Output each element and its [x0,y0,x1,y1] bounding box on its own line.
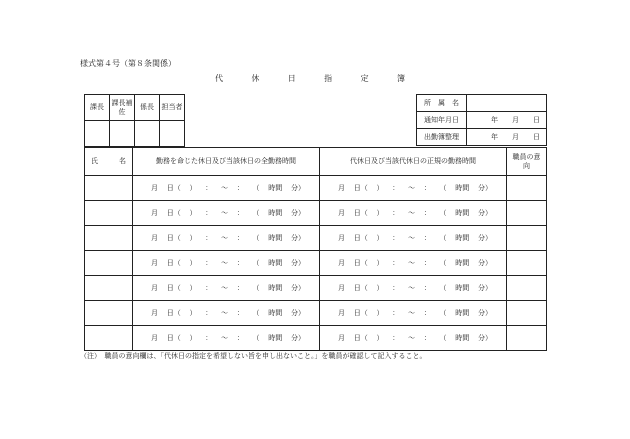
time-field-label: 分） [478,308,492,317]
intent-cell[interactable] [507,176,547,201]
info-table [416,94,547,146]
title-char: 定 [360,74,369,83]
employee-name-cell[interactable] [85,176,133,201]
time-field-label: （ [439,333,447,342]
substitute-time-cell[interactable] [320,276,507,301]
time-field-label: 分） [291,283,305,292]
employee-name-cell[interactable] [85,226,133,251]
time-field-label: 月 [338,308,345,317]
time-field-label: ） [189,233,197,242]
time-field-label: 時間 [455,308,470,317]
time-field-label: ～ [221,208,228,217]
time-field-label: 日（ [166,233,181,242]
time-field-label: 日（ [353,208,368,217]
time-field-label: 時間 [268,308,283,317]
time-field-label: ： [236,208,244,217]
time-field-label: 日（ [166,283,181,292]
substitute-time-cell[interactable] [320,251,507,276]
time-field-label: （ [439,208,447,217]
table-row [85,201,547,226]
main-table [84,147,547,351]
time-field-label: （ [252,283,260,292]
time-field-label: 分） [291,208,305,217]
time-field-label: 時間 [268,258,283,267]
time-field-label: （ [252,183,260,192]
work-time-cell[interactable] [133,301,320,326]
time-field-label: ～ [221,308,228,317]
time-field-label: 分） [478,183,492,192]
time-field-label: 日（ [166,183,181,192]
notice-date-label: 通知年月日 [417,112,467,129]
time-field-label: 時間 [268,283,283,292]
time-field-label: 月 [151,333,158,342]
time-field-label: 日（ [353,333,368,342]
time-field-label: ～ [221,283,228,292]
time-field-label: 分） [478,283,492,292]
employee-name-cell[interactable] [85,276,133,301]
time-field-label: ） [376,283,384,292]
time-field-label: ： [392,283,400,292]
time-field-label: ： [392,208,400,217]
time-field-label: （ [252,333,260,342]
time-field-label: （ [252,233,260,242]
time-field-label: 月 [151,283,158,292]
title-char: 代 [215,74,223,83]
time-field-label: ） [189,308,197,317]
table-row [85,251,547,276]
department-value[interactable] [467,95,547,112]
table-row [85,276,547,301]
time-field-label: ： [205,208,213,217]
title-char: 日 [287,74,296,83]
time-field-label: ： [392,183,400,192]
time-field-label: 月 [338,183,345,192]
time-field-label: ： [423,308,431,317]
time-field-label: ： [205,283,213,292]
intent-cell[interactable] [507,301,547,326]
time-field-label: 時間 [268,233,283,242]
substitute-time-cell[interactable] [320,201,507,226]
time-field-label: （ [252,308,260,317]
time-field-label: （ [439,233,447,242]
time-field-label: 時間 [268,333,283,342]
time-field-label: ） [189,208,197,217]
time-field-label: ： [423,333,431,342]
intent-header: 職員の意向 [507,148,547,176]
time-field-label: ） [376,258,384,267]
intent-cell[interactable] [507,276,547,301]
time-field-label: ： [236,258,244,267]
department-label: 所 属 名 [417,95,467,112]
time-field-label: 分） [291,333,305,342]
employee-name-cell[interactable] [85,251,133,276]
time-field-label: 月 [151,183,158,192]
time-field-label: ～ [408,308,415,317]
time-field-label: ） [189,183,197,192]
work-time-header: 勤務を命じた休日及び当該休日の全勤務時間 [133,148,320,176]
substitute-time-cell[interactable] [320,301,507,326]
table-row [85,226,547,251]
time-field-label: ～ [221,258,228,267]
time-field-label: ： [236,183,244,192]
time-field-label: ） [376,233,384,242]
time-field-label: ： [205,333,213,342]
substitute-time-cell[interactable] [320,226,507,251]
time-field-label: ： [236,333,244,342]
stamp-header-kakaricho: 係長 [135,95,160,121]
time-field-label: ～ [408,333,415,342]
time-field-label: 時間 [455,258,470,267]
work-time-cell[interactable] [133,201,320,226]
work-time-cell[interactable] [133,251,320,276]
work-time-cell[interactable] [133,326,320,351]
time-field-label: ： [392,258,400,267]
table-row [85,176,547,201]
time-field-label: 分） [478,233,492,242]
time-field-label: 月 [151,233,158,242]
time-field-label: （ [252,208,260,217]
footnote: （注） 職員の意向欄は、「代休日の指定を希望しない旨を申し出ないこと。」を職員が確認して記入すること。 [80,352,427,360]
name-header: 氏 名 [85,148,133,176]
employee-name-cell[interactable] [85,201,133,226]
time-field-label: 日（ [353,308,368,317]
time-field-label: ） [189,283,197,292]
time-field-label: ～ [221,233,228,242]
time-field-label: 月 [338,258,345,267]
title-char: 簿 [396,74,405,83]
time-field-label: ： [205,183,213,192]
time-field-label: ： [205,258,213,267]
time-field-label: 日（ [353,283,368,292]
time-field-label: 日（ [166,208,181,217]
time-field-label: （ [252,258,260,267]
time-field-label: ： [423,233,431,242]
time-field-label: 日（ [166,258,181,267]
stamp-box[interactable] [85,121,110,147]
work-time-cell[interactable] [133,276,320,301]
time-field-label: 分） [291,308,305,317]
time-field-label: 日（ [166,333,181,342]
time-field-label: ） [189,258,197,267]
time-field-label: 時間 [268,183,283,192]
table-row [85,326,547,351]
time-field-label: （ [439,258,447,267]
time-field-label: ～ [408,183,415,192]
time-field-label: 日（ [353,233,368,242]
time-field-label: ～ [408,233,415,242]
time-field-label: ） [189,333,197,342]
time-field-label: ： [392,333,400,342]
time-field-label: ～ [408,283,415,292]
intent-cell[interactable] [507,226,547,251]
substitute-time-cell[interactable] [320,176,507,201]
page-title [215,73,405,84]
intent-cell[interactable] [507,201,547,226]
time-field-label: 時間 [455,283,470,292]
time-field-label: ： [236,308,244,317]
time-field-label: ～ [408,258,415,267]
time-field-label: 分） [478,333,492,342]
employee-name-cell[interactable] [85,326,133,351]
title-char: 指 [324,74,333,83]
time-field-label: （ [439,183,447,192]
time-field-label: 時間 [455,333,470,342]
time-field-label: 分） [291,233,305,242]
approval-stamp-table [84,94,185,147]
work-time-cell[interactable] [133,226,320,251]
time-field-label: 月 [151,308,158,317]
time-field-label: ： [423,258,431,267]
stamp-box[interactable] [110,121,135,147]
time-field-label: 日（ [353,183,368,192]
time-field-label: 分） [478,208,492,217]
stamp-header-tanto: 担当者 [160,95,185,121]
intent-cell[interactable] [507,251,547,276]
time-field-label: ～ [221,333,228,342]
time-field-label: ） [376,308,384,317]
substitute-time-cell[interactable] [320,326,507,351]
time-field-label: ） [376,333,384,342]
time-field-label: ： [392,233,400,242]
time-field-label: ： [392,308,400,317]
time-field-label: 分） [291,183,305,192]
time-field-label: 月 [338,333,345,342]
time-field-label: ： [423,283,431,292]
time-field-label: ： [423,208,431,217]
time-field-label: 時間 [455,183,470,192]
time-field-label: 月 [151,208,158,217]
time-field-label: ： [205,308,213,317]
time-field-label: ： [236,283,244,292]
time-field-label: （ [439,308,447,317]
time-field-label: ） [376,183,384,192]
intent-cell[interactable] [507,326,547,351]
time-field-label: 時間 [455,208,470,217]
work-time-cell[interactable] [133,176,320,201]
attendance-record-label: 出勤簿整理 [417,129,467,146]
stamp-header-kacho: 課長 [85,95,110,121]
time-field-label: ： [423,183,431,192]
time-field-label: 日（ [353,258,368,267]
employee-name-cell[interactable] [85,301,133,326]
form-label: 様式第４号（第８条関係） [80,59,176,68]
time-field-label: ） [376,208,384,217]
title-char: 休 [251,74,260,83]
time-field-label: ： [205,233,213,242]
time-field-label: ～ [221,183,228,192]
time-field-label: 分） [478,258,492,267]
stamp-header-kacho-hosa: 課長補佐 [110,95,135,121]
table-row [85,301,547,326]
time-field-label: ～ [408,208,415,217]
notice-date-value[interactable]: 年 月 日 [467,112,547,129]
substitute-time-header: 代休日及び当該代休日の正規の勤務時間 [320,148,507,176]
time-field-label: 日（ [166,308,181,317]
attendance-record-value[interactable]: 年 月 日 [467,129,547,146]
time-field-label: ： [236,233,244,242]
time-field-label: 月 [338,233,345,242]
time-field-label: 月 [338,208,345,217]
time-field-label: （ [439,283,447,292]
time-field-label: 月 [151,258,158,267]
time-field-label: 時間 [455,233,470,242]
stamp-box[interactable] [160,121,185,147]
time-field-label: 月 [338,283,345,292]
time-field-label: 時間 [268,208,283,217]
stamp-box[interactable] [135,121,160,147]
time-field-label: 分） [291,258,305,267]
